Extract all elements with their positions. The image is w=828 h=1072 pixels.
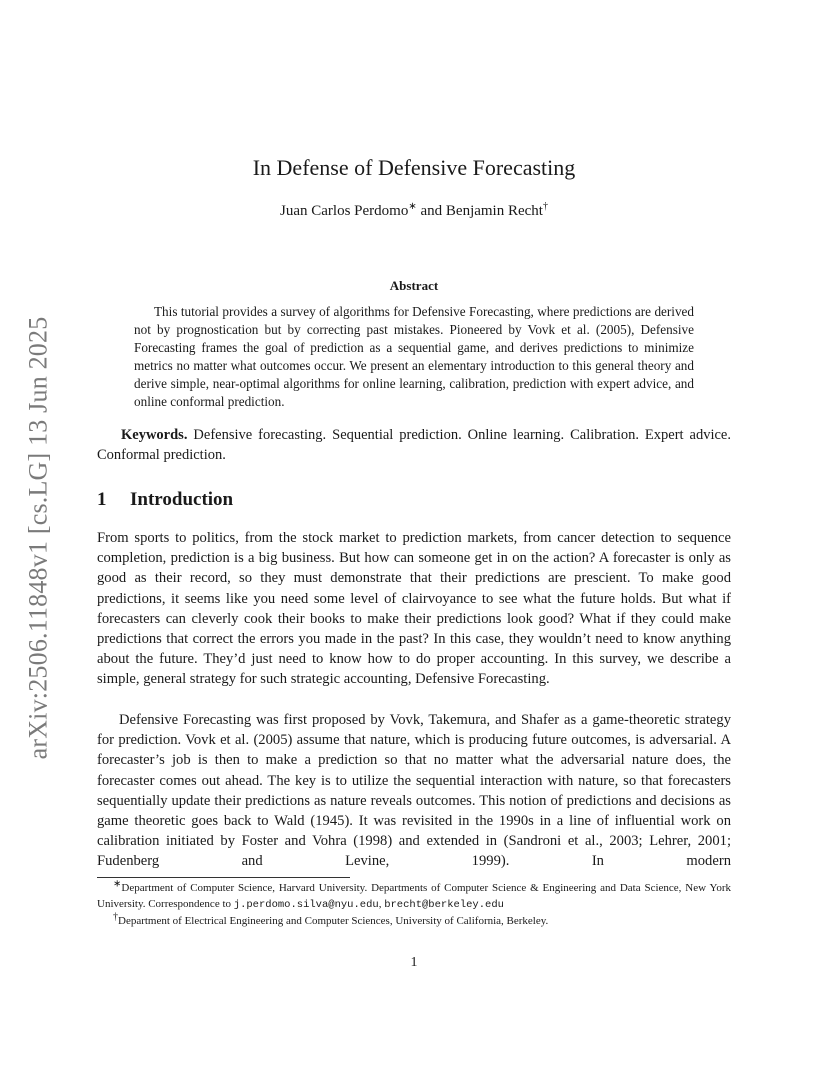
abstract-heading: Abstract [389,278,439,293]
author-1-footnote-mark: ∗ [408,201,417,212]
keywords [97,425,731,465]
section-number: 1 [97,489,107,510]
author-2: Benjamin Recht [445,203,543,219]
footnote-2-mark: † [113,911,118,923]
keywords-text: Defensive forecasting. Sequential prediction. Online learning. Calibration. Expert advice. Conformal prediction. [97,427,731,463]
section-title: Introduction [130,489,234,510]
paper-authors [0,203,828,220]
paper-title: In Defense of Defensive Forecasting [252,155,576,180]
page-number: 1 [410,955,418,970]
intro-paragraph-2: Defensive Forecasting was first proposed by Vovk, Takemura, and Shafer as a game-theoretic strategy for prediction. Vovk et al. (2005) assume that nature, which is producing future outcomes, is adversarial. A forecaster’s job is then to make a prediction so that no matter what the adversarial nature does, the forecaster comes out ahead. The key is to utilize the sequential interaction with nature, so that forecasters sequentially update their predictions as nature reveals outcomes. This notion of predictions and decisions as game theoretic goes back to Wald (1945). It was revisited in the 1990s in a line of influential work on calibration initiated by Foster and Vohra (1998) and extended in (Sandroni et al., 2003; Lehrer, 2001; Fudenberg and Levine, 1999). In modern [97,712,731,870]
section-heading [97,489,233,511]
footnote-1-text: Department of Computer Science, Harvard University. Departments of Computer Science & Engineering and Data Science, New York University. Correspondence to [97,882,731,910]
author-joiner: and [416,203,446,219]
abstract-text: This tutorial provides a survey of algorithms for Defensive Forecasting, where predictions are derived not by prognostication but by correcting past mistakes. Pioneered by Vovk et al. (2005), Defensive Forecasting frames the goal of prediction as a sequential game, and derives predictions to minimize metrics no matter what outcomes occur. We present an elementary introduction to this general theory and derive simple, near-optimal algorithms for online learning, calibration, prediction with expert advice, and online conformal prediction. [134,304,694,409]
intro-paragraph-1: From sports to politics, from the stock market to prediction markets, from cancer detection to sequence completion, prediction is a big business. But how can someone get in on the action? A forecaster is only as good as their record, so they must demonstrate that their predictions are prescient. To make good predictions, it seems like you need some level of clairvoyance to see what the future holds. But what if forecasters can cleverly cook their books to make their predictions look good? What if they could make predictions that correct the errors you made in the past? In this case, they wouldn’t need to know anything about the future. They’d just need to know how to do proper accounting. In this survey, we describe a simple, general strategy for such strategic accounting, Defensive Forecasting. [97,530,731,688]
keywords-label: Keywords. [121,427,188,443]
arxiv-identifier-text: arXiv:2506.11848v1 [cs.LG] 13 Jun 2025 [23,316,52,759]
footnote-1-mark: ∗ [113,878,122,890]
author-2-footnote-mark: † [542,201,548,212]
footnote-divider [97,877,350,878]
arxiv-identifier [18,300,58,775]
footnote-email-1[interactable]: j.perdomo.silva@nyu.edu [233,899,379,911]
author-1: Juan Carlos Perdomo [280,203,409,219]
footnote-2-text: Department of Electrical Engineering and Computer Sciences, University of California, Berkeley. [118,915,549,927]
footnote-1 [97,880,731,913]
footnotes [97,880,731,929]
footnote-email-2[interactable]: brecht@berkeley.edu [384,899,504,911]
footnote-email-separator: , [378,898,385,910]
footnote-2 [97,913,731,929]
